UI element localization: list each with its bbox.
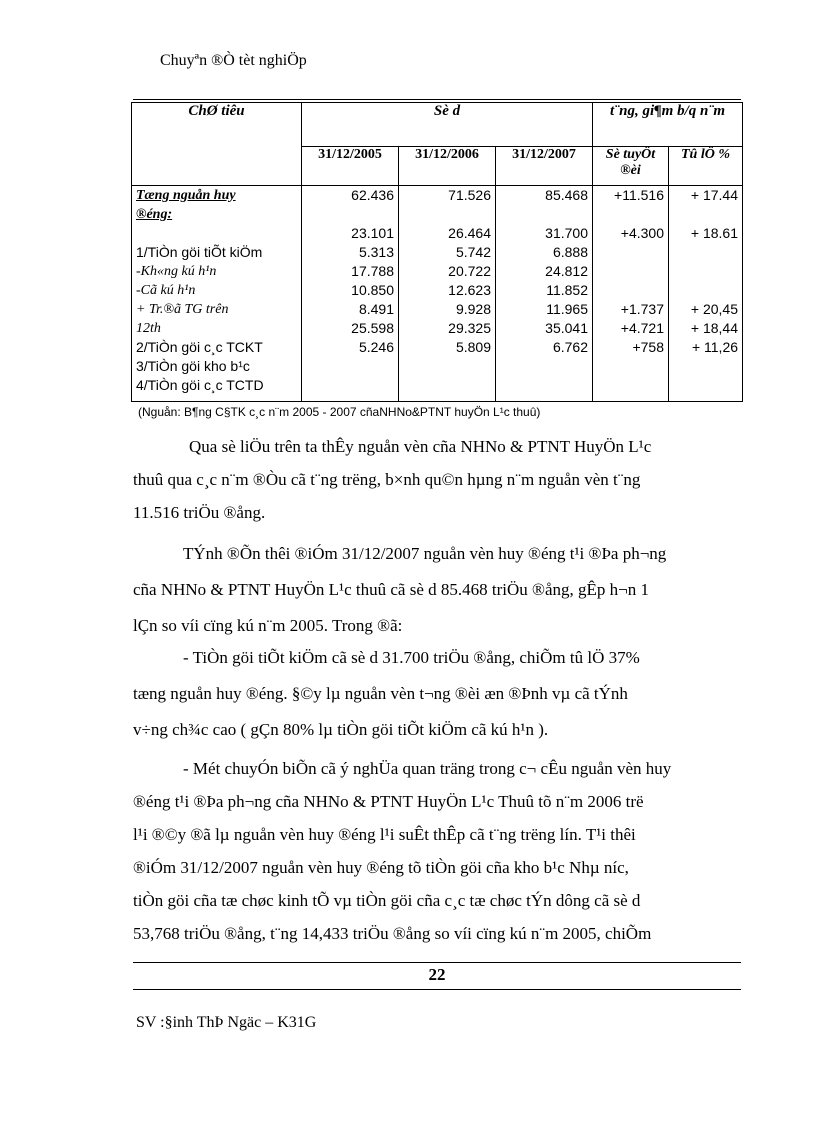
label-tiet-kiem: 1/TiÒn göi tiÕt kiÖm [136, 244, 263, 260]
row-labels [132, 186, 302, 402]
label-tren-12th: + Tr.®ã TG trên [136, 302, 229, 317]
header-tang-giam: t¨ng, gi¶m b/q n¨m [593, 103, 743, 147]
paragraph-3: - TiÒn göi tiÕt kiÖm cã sè d 31.700 triÖu ®ång, chiÕm tû lÖ 37% tæng nguån huy ®éng. §©y lµ nguån vèn t¬ng ®èi æn ®Þnh vµ cã tÝnh v÷ng ch¾c cao ( gÇn 80% lµ tiÒn göi tiÕt kiÖm cã kú h¹n ). [133, 648, 640, 739]
paragraph-1: Qua sè liÖu trên ta thÊy nguån vèn cña NHNo & PTNT HuyÖn L¹c thuû qua c¸c n¨m ®Òu cã t¨ng trëng, b×nh qu©n hµng n¨m nguån vèn t¨ng 11.516 triÖu ®ång. [133, 437, 652, 522]
col-abs-change: +11.516 +4.300 +1.737 +4.721 +758 [593, 186, 669, 402]
label-tckt: 2/TiÒn göi c¸c TCKT [136, 339, 263, 355]
page-number: 22 [428, 965, 446, 984]
footer-rule-top [133, 962, 741, 963]
col-2007: 85.468 31.700 6.888 24.812 11.852 11.965 35.041 6.762 [496, 186, 593, 402]
col-2005: 62.436 23.101 5.313 17.788 10.850 8.491 25.598 5.246 [302, 186, 399, 402]
label-co-ky-han: -Cã kú h¹n [136, 283, 196, 298]
table-source: (Nguån: B¶ng C§TK c¸c n¨m 2005 - 2007 cñaNHNo&PTNT huyÖn L¹c thuû) [138, 405, 541, 419]
header-date-2007: 31/12/2007 [496, 147, 593, 186]
label-tctd: 4/TiÒn göi c¸c TCTD [136, 377, 264, 393]
footer-rule-bottom [133, 989, 741, 990]
header-chi-tieu: ChØ tiêu [132, 103, 302, 186]
capital-table [131, 102, 743, 402]
col-pct-change: + 17.44 + 18.61 + 20,45 + 18,44 + 11,26 [669, 186, 743, 402]
paragraph-2: TÝnh ®Õn thêi ®iÓm 31/12/2007 nguån vèn huy ®éng t¹i ®Þa ph¬ng cña NHNo & PTNT HuyÖn L¹c thuû cã sè d 85.468 triÖu ®ång, gÊp h¬n 1 lÇn so víi cïng kú n¨m 2005. Trong ®ã: [133, 544, 667, 635]
col-2006: 71.526 26.464 5.742 20.722 12.623 9.928 29.325 5.809 [399, 186, 496, 402]
total-label: Tæng nguån huy [136, 188, 236, 203]
paragraph-4: - Mét chuyÓn biÕn cã ý nghÜa quan träng trong c¬ cÊu nguån vèn huy ®éng t¹i ®Þa ph¬ng cña NHNo & PTNT HuyÖn L¹c Thuû tõ n¨m 2006 trë l¹i ®©y ®ã lµ nguån vèn huy ®éng l¹i suÊt thÊp cã t¨ng trëng lín. T¹i thêi ®iÓm 31/12/2007 nguån vèn huy ®éng tõ tiÒn göi cña kho b¹c Nhµ níc, tiÒn göi cña tæ chøc kinh tÕ vµ tiÒn göi cña c¸c tæ chøc tÝn dông cã sè d 53,768 triÖu ®ång, t¨ng 14,433 triÖu ®ång so víi cïng kú n¨m 2005, chiÕm [133, 759, 672, 943]
header-date-2006: 31/12/2006 [399, 147, 496, 186]
label-12th: 12th [136, 321, 161, 336]
header-so-du: Sè d [302, 103, 593, 147]
label-khong-ky-han: -Kh«ng kú h¹n [136, 264, 217, 279]
header-so-tuyet-doi: Sè tuyÖt ®èi [593, 147, 669, 186]
document-footer: SV :§inh ThÞ Ngäc – K31G [136, 1014, 317, 1031]
header-ty-le: Tû lÖ % [669, 147, 743, 186]
total-label-cont: ®éng: [136, 207, 173, 222]
label-kho-bac: 3/TiÒn göi kho b¹c [136, 358, 250, 374]
header-date-2005: 31/12/2005 [302, 147, 399, 186]
top-rule [133, 99, 741, 100]
spacer-row [136, 224, 297, 243]
document-header: Chuyªn ®Ò tèt nghiÖp [160, 52, 307, 69]
